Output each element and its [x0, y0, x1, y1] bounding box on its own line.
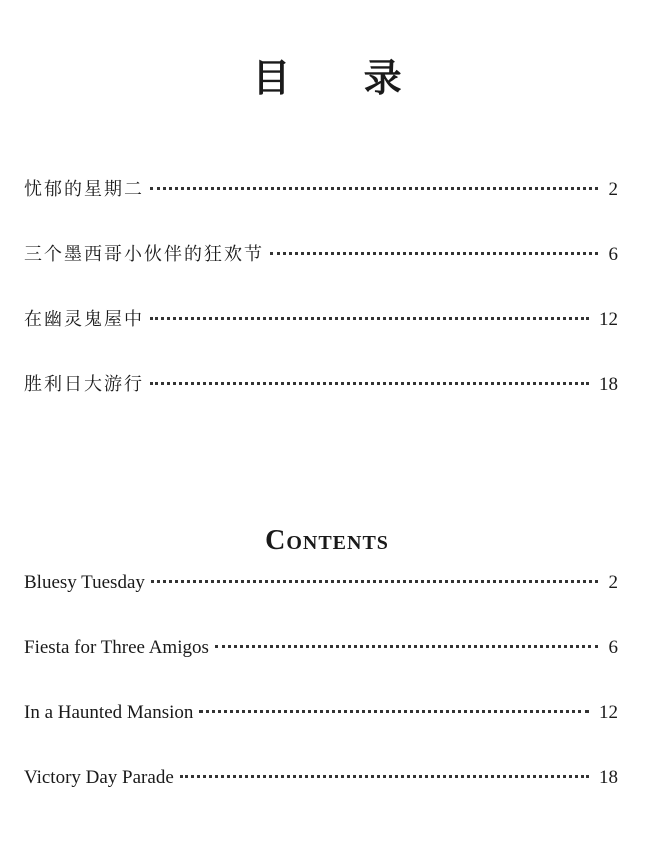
dot-leader [199, 710, 589, 713]
toc-entry[interactable] [24, 240, 618, 305]
toc-entry[interactable] [24, 305, 618, 370]
toc-entry-title: Fiesta for Three Amigos [24, 637, 209, 658]
toc-entry[interactable] [24, 572, 618, 637]
dot-leader [150, 187, 598, 190]
toc-entry-title: 忧郁的星期二 [24, 179, 144, 200]
english-toc-list [24, 572, 618, 832]
toc-entry-page: 12 [599, 309, 618, 330]
dot-leader [180, 775, 589, 778]
toc-entry-title: Victory Day Parade [24, 767, 174, 788]
chinese-contents-heading: 目 录 [252, 56, 432, 101]
toc-entry-page: 18 [599, 767, 618, 788]
toc-entry-title: Bluesy Tuesday [24, 572, 145, 593]
toc-entry-title: In a Haunted Mansion [24, 702, 194, 723]
toc-entry[interactable] [24, 702, 618, 767]
dot-leader [270, 252, 598, 255]
toc-entry-page: 6 [608, 637, 618, 658]
toc-entry[interactable] [24, 767, 618, 832]
toc-entry-page: 2 [608, 572, 618, 593]
dot-leader [150, 382, 589, 385]
toc-entry-page: 12 [599, 702, 618, 723]
toc-entry[interactable] [24, 637, 618, 702]
dot-leader [151, 580, 598, 583]
toc-entry-page: 6 [608, 244, 618, 265]
chinese-toc-list [24, 175, 618, 435]
toc-entry-title: 在幽灵鬼屋中 [24, 309, 144, 330]
dot-leader [150, 317, 589, 320]
toc-entry-title: 三个墨西哥小伙伴的狂欢节 [24, 244, 264, 265]
toc-entry[interactable] [24, 175, 618, 240]
english-contents-heading: Contents [265, 525, 389, 557]
toc-entry[interactable] [24, 370, 618, 435]
toc-entry-page: 18 [599, 374, 618, 395]
dot-leader [215, 645, 598, 648]
toc-entry-title: 胜利日大游行 [24, 374, 144, 395]
toc-entry-page: 2 [608, 179, 618, 200]
